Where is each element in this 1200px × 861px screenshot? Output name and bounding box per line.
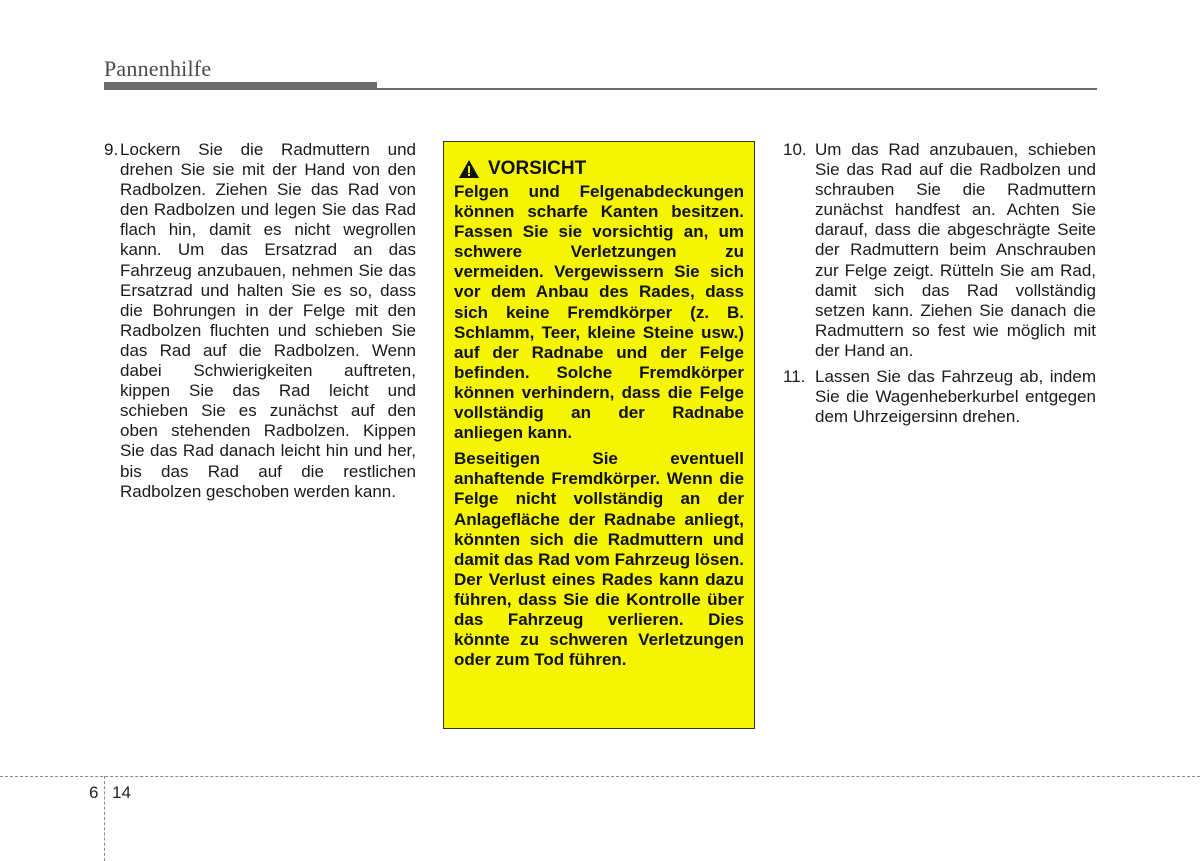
step-text: Lockern Sie die Radmuttern und drehen Sie sie mit der Hand von den Radbolzen. Ziehen Sie das Rad von den Radbolzen und legen Sie das Rad flach hin, damit es nicht wegrollen kann. Um das Ersatzrad an das Fahrzeug anzubauen, nehmen Sie das Ersatzrad und halten Sie es so, dass die Bohrungen in der Felge mit den Radbolzen fluchten und schieben Sie das Rad auf die Radbolzen. Wenn dabei Schwierigkeiten auftreten, kippen Sie das Rad leicht und schieben Sie es zunächst auf den oben stehenden Radbolzen. Kippen Sie das Rad danach leicht hin und her, bis das Rad auf die restlichen Radbolzen geschoben werden kann. (120, 140, 416, 501)
footer-vertical-dashed-rule (104, 776, 105, 861)
page-number: 14 (112, 783, 131, 802)
step-item (783, 140, 1096, 361)
chapter-number: 6 (89, 783, 99, 802)
warning-header (454, 156, 744, 182)
step-number: 10. (783, 140, 807, 159)
warning-box (443, 141, 755, 729)
footer-dashed-rule (0, 776, 1200, 777)
warning-paragraph: Felgen und Felgenabdeckungen können scharfe Kanten besitzen. Fassen Sie sie vorsichtig an, um schwere Verletzungen zu vermeiden. Vergewissern Sie sich vor dem Anbau des Rades, dass sich keine Fremdkörper (z. B. Schlamm, Teer, kleine Steine usw.) auf der Radnabe und der Felge befinden. Solche Fremdkörper können verhindern, dass die Felge vollständig an der Radnabe anliegen kann. (454, 182, 744, 443)
warning-title: VORSICHT (488, 158, 587, 179)
step-text: Lassen Sie das Fahrzeug ab, indem Sie die Wagenheberkurbel entgegen dem Uhrzeigersinn drehen. (815, 367, 1096, 427)
header-rule-thick (104, 82, 377, 90)
step-item (783, 367, 1096, 427)
header-rule-thin (377, 88, 1097, 90)
left-column (104, 140, 416, 508)
step-number: 11. (783, 367, 806, 387)
warning-paragraph: Beseitigen Sie eventuell anhaftende Fremdkörper. Wenn die Felge nicht vollständig an der Anlagefläche der Radnabe anliegt, könnten sich die Radmuttern und damit das Rad vom Fahrzeug lösen. Der Verlust eines Rades kann dazu führen, dass Sie die Kontrolle über das Fahrzeug verlieren. Dies könnte zu schweren Verletzungen oder zum Tod führen. (454, 449, 745, 670)
step-number: 9. (104, 140, 119, 159)
step-text: Um das Rad anzubauen, schieben Sie das Rad auf die Radbolzen und schrauben Sie die Radmuttern zunächst handfest an. Achten Sie darauf, dass die abgeschrägte Seite der Radmuttern beim Anschrauben zur Felge zeigt. Rütteln Sie am Rad, damit sich das Rad vollständig setzen kann. Ziehen Sie danach die Radmuttern so fest wie möglich mit der Hand an. (815, 140, 1096, 360)
step-item (104, 140, 416, 502)
warning-triangle-icon (458, 159, 480, 179)
section-title: Pannenhilfe (104, 56, 212, 81)
right-column (783, 140, 1096, 433)
